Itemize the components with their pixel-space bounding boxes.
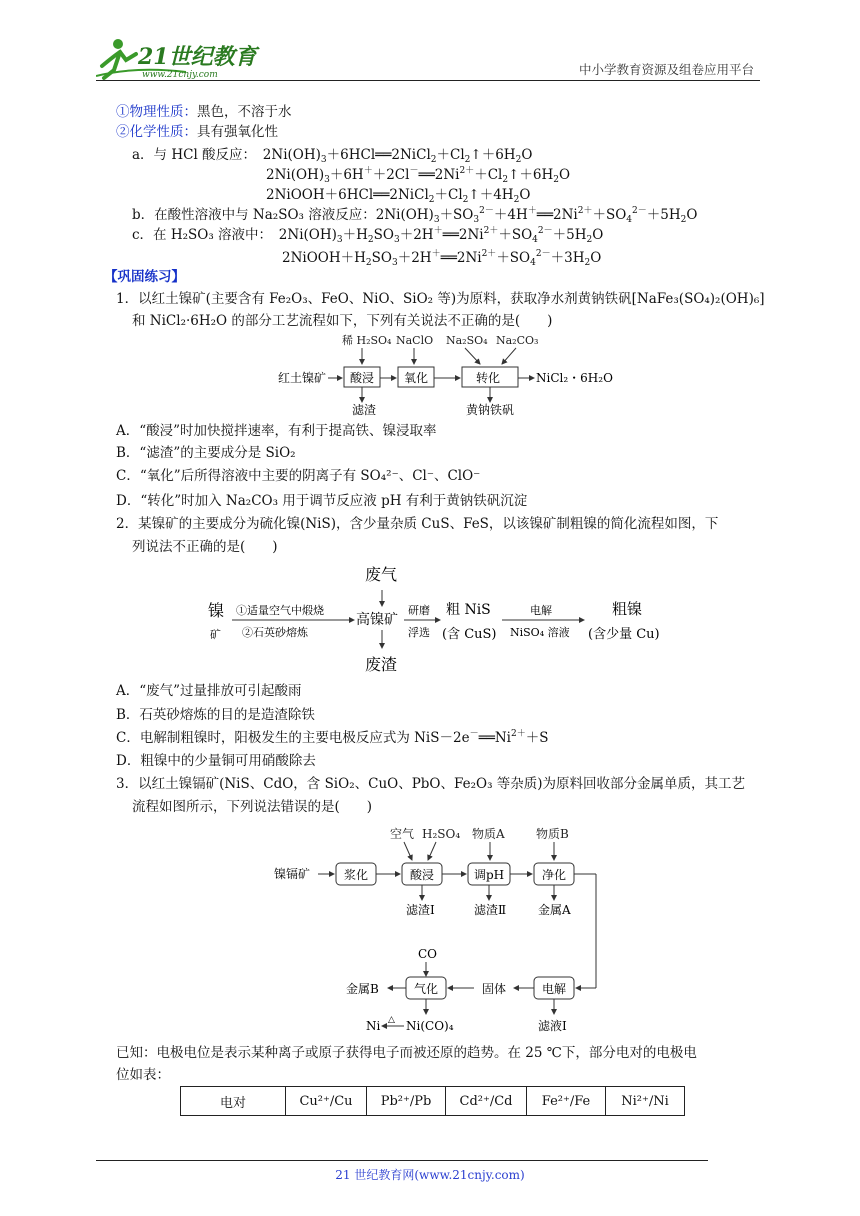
chemical-property-label: ②化学性质： xyxy=(116,124,197,140)
q3-filtrate-1: 滤液Ⅰ xyxy=(538,1019,567,1033)
reaction-a-line2: $2Ni(OH)_3+6H^++2Cl^-══2Ni^{2+}+Cl_2↑+6H_2O$ xyxy=(266,166,571,185)
q1-jarosite: 黄钠铁矾 xyxy=(466,403,515,417)
table-header-cell: Fe²⁺/Fe xyxy=(527,1087,606,1116)
q1-residue: 滤渣 xyxy=(352,403,377,417)
q3-known-line2: 位如表： xyxy=(116,1067,170,1083)
header-rule xyxy=(96,80,760,81)
q3-stem-line1: 3．以红土镍镉矿(NiS、CdO，含 SiO₂、CuO、PbO、Fe₂O₃ 等杂质)为原料回收部分金属单质，其工艺 xyxy=(116,776,746,792)
physical-property xyxy=(116,103,292,121)
q1-start: 红土镍矿 xyxy=(278,371,327,385)
table-header-cell: Pb²⁺/Pb xyxy=(367,1087,446,1116)
svg-text:酸浸: 酸浸 xyxy=(350,371,375,385)
q3-heat-symbol: △ xyxy=(388,1015,395,1025)
q2-option-b: B．石英砂熔炼的目的是造渣除铁 xyxy=(116,707,315,723)
q2-crude-nickel: 粗镍 xyxy=(612,600,643,618)
logo-url: www.21cnjy.com xyxy=(142,70,218,80)
q3-nickel: Ni xyxy=(366,1019,381,1033)
reaction-c-line1: c．在 H₂SO₃ 溶液中： $2Ni(OH)_3+H_2SO_3+2H^+══2Ni^{2+}+SO_4^{2-}+5H_2O$ xyxy=(132,226,604,245)
svg-text:调pH: 调pH xyxy=(474,868,505,882)
q3-stem-line2: 流程如图所示，下列说法错误的是( ) xyxy=(132,799,373,815)
q2-step-roast: ①适量空气中煅烧 xyxy=(236,604,324,617)
q1-flowchart xyxy=(270,330,630,420)
q2-start-2: 矿 xyxy=(210,628,221,641)
q1-option-a: A．“酸浸”时加快搅拌速率，有利于提高铁、镍浸取率 xyxy=(116,423,437,439)
q2-contains-cus: (含 CuS) xyxy=(442,627,497,642)
q3-h2so4: H₂SO₄ xyxy=(422,827,461,841)
physical-property-label: ①物理性质： xyxy=(116,104,197,120)
reaction-c-line2: $2NiOOH+H_2SO_3+2H^+══2Ni^{2+}+SO_4^{2-}+3H_2O$ xyxy=(282,249,602,268)
svg-text:电解: 电解 xyxy=(542,982,567,996)
physical-property-text: 黑色，不溶于水 xyxy=(197,104,292,120)
reaction-a-line3: $2NiOOH+6HCl══2NiCl_2+Cl_2↑+4H_2O$ xyxy=(266,187,531,205)
q1-reagent-h2so4: 稀 H₂SO₄ xyxy=(342,334,392,347)
site-logo xyxy=(96,36,266,82)
svg-text:氧化: 氧化 xyxy=(404,371,429,385)
q3-solid: 固体 xyxy=(482,982,507,996)
q2-start-1: 镍 xyxy=(208,601,225,620)
q1-stem-line2: 和 NiCl₂·6H₂O 的部分工艺流程如下，下列有关说法不正确的是( ) xyxy=(132,313,553,329)
q3-ni-co4: Ni(CO)₄ xyxy=(406,1019,454,1033)
q2-option-c: C．电解制粗镍时，阳极发生的主要电极反应式为 $NiS-2e^-══Ni^{2+}+S$ xyxy=(116,729,549,746)
svg-text:净化: 净化 xyxy=(542,868,567,882)
chemical-property-text: 具有强氧化性 xyxy=(197,124,278,140)
reaction-b: b．在酸性溶液中与 Na₂SO₃ 溶液反应：$2Ni(OH)_3+SO_3^{2-}+4H^+══2Ni^{2+}+SO_4^{2-}+5H_2O$ xyxy=(132,206,698,225)
q2-grind: 研磨 xyxy=(408,604,430,617)
section-title: 【巩固练习】 xyxy=(104,269,185,285)
svg-text:浆化: 浆化 xyxy=(344,868,369,882)
q1-option-c: C．“氧化”后所得溶液中主要的阴离子有 SO₄²⁻、Cl⁻、ClO⁻ xyxy=(116,468,481,484)
q2-stem-line1: 2．某镍矿的主要成分为硫化镍(NiS)，含少量杂质 CuS、FeS，以该镍矿制粗镍的简化流程如图，下 xyxy=(116,516,719,532)
q3-flowchart xyxy=(270,822,610,1037)
q2-high-nickel-matte: 高镍矿 xyxy=(356,612,398,628)
q3-residue-2: 滤渣Ⅱ xyxy=(474,903,507,917)
q2-step-smelt: ②石英砂熔炼 xyxy=(242,626,308,639)
q3-air: 空气 xyxy=(390,827,415,841)
reaction-a-line1: a．与 HCl 酸反应： $2Ni(OH)_3+6HCl══2NiCl_2+Cl_2↑+6H_2O$ xyxy=(132,147,533,165)
q3-substance-a: 物质A xyxy=(472,827,505,841)
footer-text: 21 世纪教育网(www.21cnjy.com) xyxy=(335,1168,525,1182)
footer-rule xyxy=(96,1160,708,1161)
q1-end-product: NiCl₂・6H₂O xyxy=(536,371,613,385)
q2-contains-cu: (含少量 Cu) xyxy=(588,627,660,642)
q1-option-b: B．“滤渣”的主要成分是 SiO₂ xyxy=(116,445,296,461)
q1-option-d: D．“转化”时加入 Na₂CO₃ 用于调节反应液 pH 有利于黄钠铁矾沉淀 xyxy=(116,493,528,509)
table-header-cell: Ni²⁺/Ni xyxy=(606,1087,685,1116)
q1-stem-line1: 1．以红土镍矿(主要含有 Fe₂O₃、FeO、NiO、SiO₂ 等)为原料，获取净水剂黄钠铁矾[NaFe₃(SO₄)₂(OH)₆] xyxy=(116,291,765,307)
table-header-cell: Cd²⁺/Cd xyxy=(446,1087,527,1116)
q2-option-a: A．“废气”过量排放可引起酸雨 xyxy=(116,683,302,699)
svg-text:气化: 气化 xyxy=(414,982,439,996)
q3-metal-a: 金属A xyxy=(538,903,571,917)
svg-text:转化: 转化 xyxy=(476,371,501,385)
q3-metal-b: 金属B xyxy=(346,982,379,996)
q2-waste-slag: 废渣 xyxy=(365,655,398,674)
q2-option-d: D．粗镍中的少量铜可用硝酸除去 xyxy=(116,753,316,769)
table-header-cell: 电对 xyxy=(181,1087,286,1116)
q2-electrolysis: 电解 xyxy=(530,604,552,617)
logo-text: 21世纪教育 xyxy=(138,44,257,70)
table-row xyxy=(181,1087,685,1116)
q3-start-ore: 镍镉矿 xyxy=(274,867,311,881)
header-platform-text: 中小学教育资源及组卷应用平台 xyxy=(578,62,754,77)
q3-known-line1: 已知：电极电位是表示某种离子或原子获得电子而被还原的趋势。在 25 ℃下，部分电对的电极电 xyxy=(116,1045,697,1061)
q2-niso4-solution: NiSO₄ 溶液 xyxy=(510,626,570,639)
q2-crude-nis: 粗 NiS xyxy=(446,602,491,618)
q3-substance-b: 物质B xyxy=(536,827,569,841)
table-header-cell: Cu²⁺/Cu xyxy=(286,1087,367,1116)
q2-stem-line2: 列说法不正确的是( ) xyxy=(132,539,278,555)
q2-flowchart xyxy=(200,560,680,678)
electrode-potential-table xyxy=(180,1086,685,1116)
svg-text:酸浸: 酸浸 xyxy=(410,868,435,882)
q2-waste-gas: 废气 xyxy=(365,565,398,584)
q1-reagent-na2so4: Na₂SO₄ xyxy=(446,334,488,347)
q3-residue-1: 滤渣Ⅰ xyxy=(406,903,435,917)
q3-co: CO xyxy=(418,947,438,961)
q1-reagent-naclo: NaClO xyxy=(396,334,434,347)
chemical-property xyxy=(116,123,278,141)
q1-reagent-na2co3: Na₂CO₃ xyxy=(496,334,539,347)
q2-flotation: 浮选 xyxy=(408,626,430,639)
